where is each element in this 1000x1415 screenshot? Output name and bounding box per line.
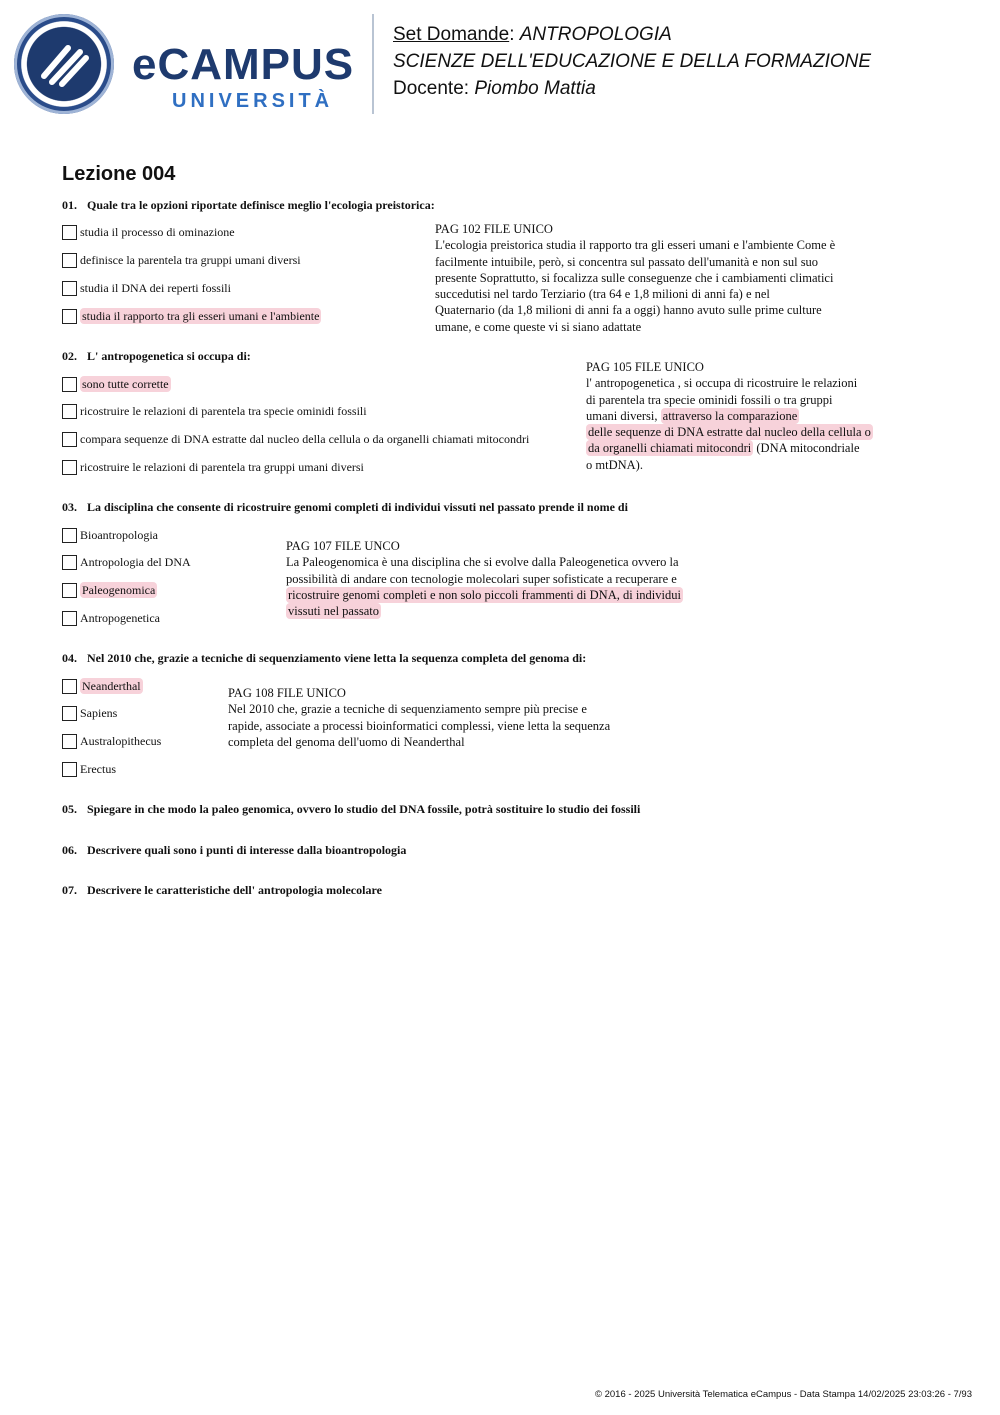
checkbox[interactable]	[62, 404, 77, 419]
teacher-label: Docente:	[393, 78, 470, 99]
question-number: 07.	[62, 883, 77, 897]
note-line	[586, 408, 906, 424]
note-line: presente Soprattutto, si focalizza sulle conseguenze che i cambiamenti climatici	[435, 270, 834, 285]
note-line: La Paleogenomica è una disciplina che si evolve dalla Paleogenetica ovvero la	[286, 555, 679, 570]
note-highlight: delle sequenze di DNA estratte dal nucleo della cellula o	[588, 425, 871, 440]
answer-note	[586, 359, 906, 473]
note-line	[586, 424, 906, 440]
answer-option-correct[interactable]	[62, 308, 321, 324]
answer-option[interactable]	[62, 705, 117, 721]
checkbox[interactable]	[62, 762, 77, 777]
note-line: umane, e come queste vi si siano adattate	[435, 319, 642, 334]
question-04	[62, 651, 586, 666]
checkbox[interactable]	[62, 706, 77, 721]
question-text: L' antropogenetica si occupa di:	[87, 349, 251, 363]
option-label: ricostruire le relazioni di parentela tra gruppi umani diversi	[80, 460, 364, 474]
option-label: Erectus	[80, 762, 116, 776]
option-label: studia il rapporto tra gli esseri umani e l'ambiente	[82, 309, 320, 323]
note-highlight: ricostruire genomi completi e non solo piccoli frammenti di DNA, di individui	[288, 587, 681, 602]
option-label: Australopithecus	[80, 734, 162, 748]
note-line: l' antropogenetica , si occupa di ricostruire le relazioni	[586, 376, 858, 391]
option-label: Bioantropologia	[80, 528, 158, 542]
note-line: PAG 107 FILE UNCO	[286, 539, 400, 553]
question-02	[62, 349, 251, 364]
question-number: 02.	[62, 349, 77, 363]
lesson-title: Lezione 004	[62, 163, 176, 185]
answer-option[interactable]	[62, 527, 158, 543]
answer-option[interactable]	[62, 554, 191, 570]
question-text: Spiegare in che modo la paleo genomica, ovvero lo studio del DNA fossile, potrà sostituire lo studio dei fossili	[87, 802, 641, 816]
answer-option-correct[interactable]	[62, 678, 143, 694]
answer-note	[228, 685, 610, 750]
note-line: succedutisi nel tardo Terziario (tra 64 e 1,8 milioni di anni fa) e nel	[435, 287, 770, 302]
option-label: sono tutte corrette	[82, 377, 169, 391]
note-line: L'ecologia preistorica studia il rapporto tra gli esseri umani e l'ambiente Come è	[435, 238, 836, 253]
university-logo	[14, 14, 359, 116]
answer-option[interactable]	[62, 761, 116, 777]
note-highlight: da organelli chiamati mitocondri	[588, 441, 752, 456]
option-label: ricostruire le relazioni di parentela tra specie ominidi fossili	[80, 404, 367, 418]
note-line: o mtDNA).	[586, 457, 643, 472]
question-06	[62, 843, 406, 858]
question-03	[62, 500, 628, 515]
checkbox[interactable]	[62, 281, 77, 296]
option-label: Paleogenomica	[82, 583, 156, 597]
note-fragment: umani diversi,	[586, 408, 658, 423]
answer-note	[286, 538, 683, 619]
note-line	[586, 440, 906, 456]
checkbox[interactable]	[62, 253, 77, 268]
question-text: Nel 2010 che, grazie a tecniche di sequenziamento viene letta la sequenza completa del genoma di:	[87, 651, 587, 665]
answer-option[interactable]	[62, 431, 529, 447]
question-text: Descrivere quali sono i punti di interesse dalla bioantropologia	[87, 843, 407, 857]
answer-option-correct[interactable]	[62, 376, 171, 392]
course-name: SCIENZE DELL'EDUCAZIONE E DELLA FORMAZIONE	[393, 51, 872, 72]
option-label: compara sequenze di DNA estratte dal nucleo della cellula o da organelli chiamati mitocondri	[80, 432, 530, 446]
question-number: 01.	[62, 198, 77, 212]
checkbox[interactable]	[62, 611, 77, 626]
note-highlight: attraverso la comparazione	[662, 408, 798, 423]
option-label: studia il processo di ominazione	[80, 225, 235, 239]
answer-option[interactable]	[62, 280, 231, 296]
checkbox[interactable]	[62, 460, 77, 475]
question-text: Descrivere le caratteristiche dell' antropologia molecolare	[87, 883, 382, 897]
answer-option[interactable]	[62, 252, 301, 268]
header-divider	[372, 14, 374, 114]
question-01	[62, 198, 435, 213]
logo-emblem-icon	[14, 14, 114, 114]
set-value: ANTROPOLOGIA	[519, 24, 672, 45]
answer-option[interactable]	[62, 610, 160, 626]
teacher-line	[393, 78, 596, 100]
teacher-name: Piombo Mattia	[474, 78, 596, 99]
page-footer: © 2016 - 2025 Università Telematica eCampus - Data Stampa 14/02/2025 23:03:26 - 7/93	[594, 1389, 972, 1400]
question-05	[62, 802, 640, 817]
note-line: possibilità di andare con tecnologie molecolari super sofisticate a recuperare e	[286, 571, 677, 586]
question-number: 06.	[62, 843, 77, 857]
checkbox[interactable]	[62, 583, 77, 598]
option-label: Antropogenetica	[80, 611, 160, 625]
note-line	[286, 603, 683, 619]
answer-option-correct[interactable]	[62, 582, 157, 598]
answer-option[interactable]	[62, 733, 161, 749]
logo-wordmark: eCAMPUS	[132, 40, 355, 89]
checkbox[interactable]	[62, 528, 77, 543]
question-number: 04.	[62, 651, 77, 665]
course-line	[393, 51, 871, 73]
note-line: PAG 108 FILE UNICO	[228, 686, 346, 700]
note-line: facilmente intuibile, però, si concentra sul passato dell'umanità e non sul suo	[435, 254, 819, 269]
question-07	[62, 883, 382, 898]
answer-option[interactable]	[62, 459, 364, 475]
option-label: Antropologia del DNA	[80, 555, 191, 569]
checkbox[interactable]	[62, 309, 77, 324]
answer-option[interactable]	[62, 224, 235, 240]
set-label: Set Domande	[393, 24, 510, 45]
note-line	[286, 587, 683, 603]
question-number: 05.	[62, 802, 77, 816]
note-line: di parentela tra specie ominidi fossili o tra gruppi	[586, 392, 833, 407]
logo-subtitle: UNIVERSITÀ	[172, 90, 334, 112]
checkbox[interactable]	[62, 432, 77, 447]
question-text: La disciplina che consente di ricostruire genomi completi di individui vissuti nel passato prende il nome di	[87, 500, 628, 514]
set-line: Set Domande: ANTROPOLOGIA	[393, 24, 672, 45]
option-label: definisce la parentela tra gruppi umani diversi	[80, 253, 301, 267]
note-line: PAG 105 FILE UNICO	[586, 360, 704, 374]
checkbox[interactable]	[62, 734, 77, 749]
option-label: Sapiens	[80, 706, 118, 720]
note-line: Nel 2010 che, grazie a tecniche di sequenziamento sempre più precise e	[228, 702, 587, 717]
question-text: Quale tra le opzioni riportate definisce meglio l'ecologia preistorica:	[87, 198, 435, 212]
answer-option[interactable]	[62, 403, 367, 419]
answer-note	[435, 221, 835, 335]
note-line: Quaternario (da 1,8 milioni di anni fa a oggi) hanno avuto sulle prime culture	[435, 303, 822, 318]
checkbox[interactable]	[62, 225, 77, 240]
checkbox[interactable]	[62, 679, 77, 694]
checkbox[interactable]	[62, 377, 77, 392]
note-line: PAG 102 FILE UNICO	[435, 222, 553, 236]
question-number: 03.	[62, 500, 77, 514]
option-label: studia il DNA dei reperti fossili	[80, 281, 231, 295]
note-line: completa del genoma dell'uomo di Neanderthal	[228, 734, 465, 749]
option-label: Neanderthal	[82, 679, 141, 693]
checkbox[interactable]	[62, 555, 77, 570]
note-line: rapide, associate a processi bioinformatici complessi, viene letta la sequenza	[228, 718, 611, 733]
note-highlight: vissuti nel passato	[288, 604, 379, 619]
note-fragment: (DNA mitocondriale	[756, 441, 860, 456]
